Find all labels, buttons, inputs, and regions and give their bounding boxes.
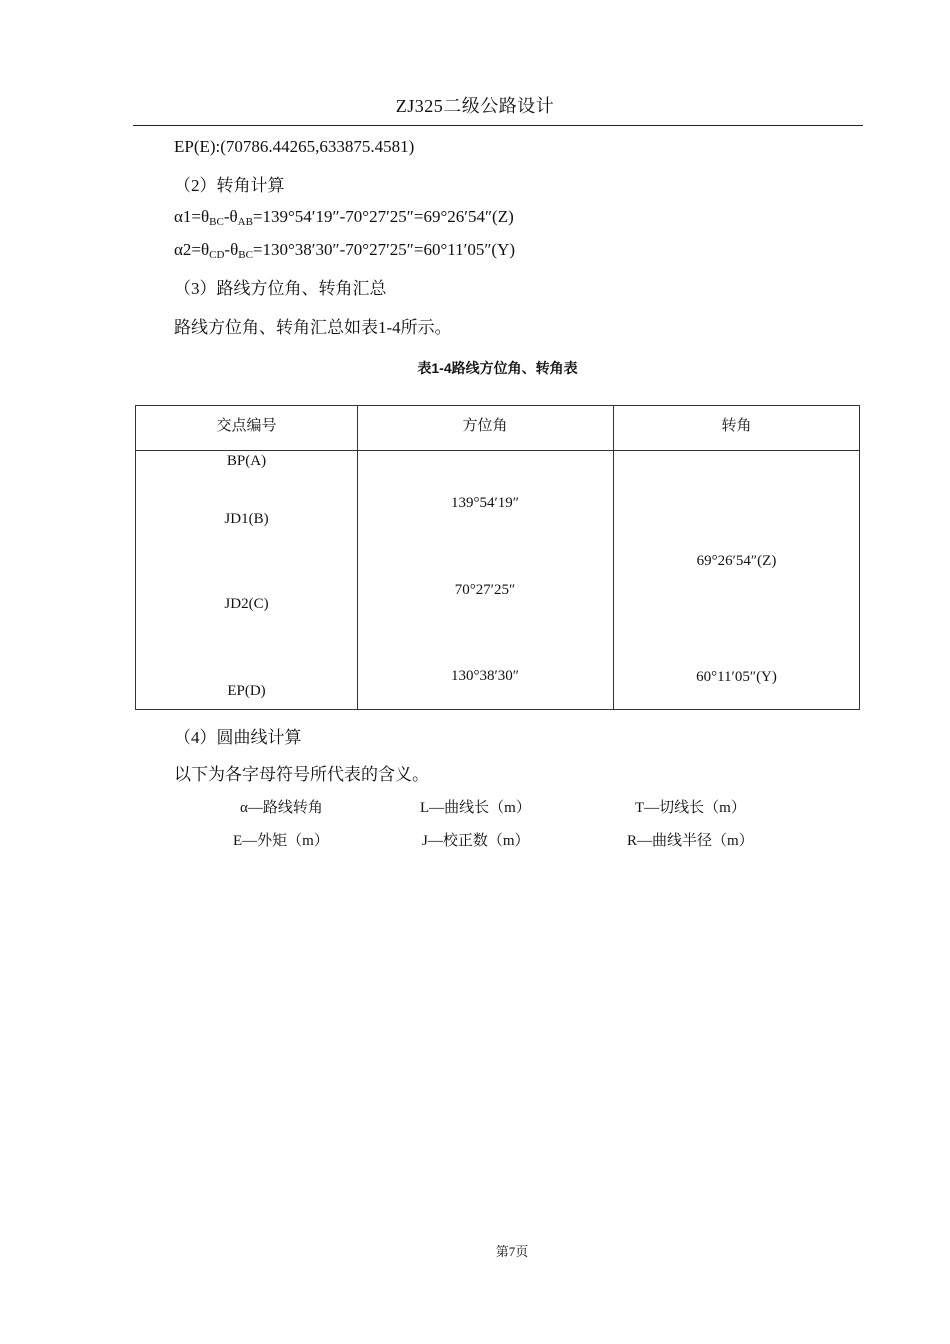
legend-l: L—曲线长（m） (420, 800, 531, 816)
legend-alpha: α—路线转角 (240, 800, 323, 816)
azimuth-bc: 70°27′25″ (454, 582, 516, 598)
azimuth-ab: 139°54′19″ (450, 495, 520, 511)
point-jd1: JD1(B) (224, 511, 269, 527)
legend-e: E—外矩（m） (233, 833, 329, 849)
alpha1-sub-1: BC (209, 216, 224, 228)
azimuth-cd: 130°38′30″ (450, 668, 520, 684)
azimuth-table (135, 405, 860, 710)
section-3-text: 路线方位角、转角汇总如表1-4所示。 (174, 318, 452, 337)
header-rule (133, 125, 863, 126)
alpha2-sub-2: BC (238, 249, 253, 261)
header-point-no: 交点编号 (216, 418, 277, 434)
turn-angle-jd2: 60°11′05″(Y) (696, 669, 777, 685)
ep-coordinate: EP(E):(70786.44265,633875.4581) (174, 137, 415, 156)
section-4-intro: 以下为各字母符号所代表的含义。 (174, 765, 429, 784)
alpha2-part-c: =130°38′30″-70°27′25″=60°11′05″(Y) (252, 240, 516, 259)
point-ep: EP(D) (227, 683, 266, 699)
point-bp: BP(A) (226, 453, 267, 469)
alpha2-part-b: -θ (224, 240, 239, 259)
legend-t: T—切线长（m） (635, 800, 746, 816)
section-2-title: （2）转角计算 (174, 176, 285, 195)
alpha2-sub-1: CD (209, 249, 225, 261)
header-turn-angle: 转角 (721, 418, 752, 434)
turn-angle-jd1: 69°26′54″(Z) (696, 553, 777, 569)
header-title: ZJ325二级公路设计 (395, 96, 555, 116)
legend-r: R—曲线半径（m） (627, 833, 754, 849)
alpha1-part-c: =139°54′19″-70°27′25″=69°26′54″(Z) (252, 207, 514, 226)
legend-j: J—校正数（m） (422, 833, 530, 849)
section-3-title: （3）路线方位角、转角汇总 (174, 279, 387, 298)
alpha2-formula (174, 240, 515, 261)
section-4-title: （4）圆曲线计算 (174, 728, 302, 747)
alpha1-part-b: -θ (223, 207, 238, 226)
table-caption: 表1-4路线方位角、转角表 (417, 360, 578, 376)
alpha1-part-a: α1=θ (174, 207, 210, 226)
page-number: 第7页 (495, 1244, 529, 1259)
alpha2-part-a: α2=θ (174, 240, 210, 259)
alpha1-formula (174, 207, 514, 228)
point-jd2: JD2(C) (224, 596, 269, 612)
header-azimuth: 方位角 (462, 418, 508, 434)
table-header-divider (136, 450, 859, 451)
alpha1-sub-2: AB (237, 216, 253, 228)
table-col-divider-1 (357, 406, 358, 709)
